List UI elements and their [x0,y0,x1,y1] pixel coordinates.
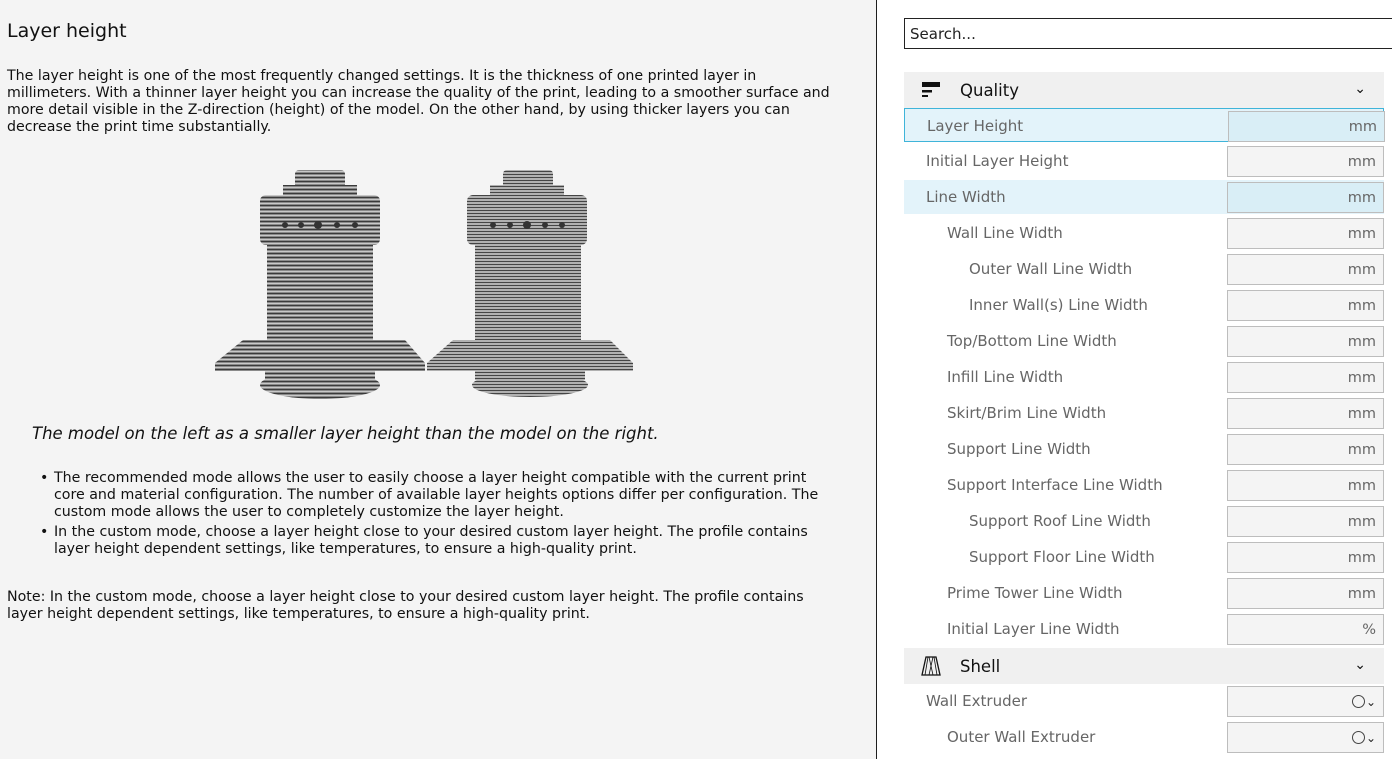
help-note: Note: In the custom mode, choose a layer height close to your desired custom layer height. The profile contains layer height dependent settings, like temperatures, to ensure a high-quality print. [7,589,804,622]
setting-row-initial-layer-line-width[interactable] [904,612,1384,646]
infill-line-width-field[interactable]: mm [1227,362,1384,393]
settings-panel [877,0,1392,759]
category-shell[interactable] [904,648,1384,684]
setting-label: Line Width [926,188,1006,206]
setting-row-outer-wall-line-width[interactable] [904,252,1384,286]
setting-label: Support Floor Line Width [969,548,1155,566]
support-floor-line-width-field[interactable]: mm [1227,542,1384,573]
setting-row-wall-extruder[interactable] [904,684,1384,718]
inner-wall-line-width-field[interactable]: mm [1227,290,1384,321]
support-line-width-field[interactable]: mm [1227,434,1384,465]
setting-label: Infill Line Width [947,368,1064,386]
setting-row-initial-layer-height[interactable] [904,144,1384,178]
setting-label: Wall Extruder [926,692,1027,710]
skirt-brim-line-width-field[interactable]: mm [1227,398,1384,429]
setting-label: Initial Layer Line Width [947,620,1120,638]
extruder-color-icon [1352,731,1365,744]
category-label: Shell [960,656,1001,676]
line-width-field[interactable]: mm [1227,182,1384,213]
setting-row-support-interface-line-width[interactable] [904,468,1384,502]
setting-label: Initial Layer Height [926,152,1069,170]
setting-label: Prime Tower Line Width [947,584,1123,602]
setting-row-outer-wall-extruder[interactable] [904,720,1384,754]
setting-row-line-width[interactable] [904,180,1384,214]
initial-layer-line-width-field[interactable]: % [1227,614,1384,645]
chevron-down-icon[interactable]: ⌄ [1354,657,1366,673]
top-bottom-line-width-field[interactable]: mm [1227,326,1384,357]
help-bullet: • The recommended mode allows the user to easily choose a layer height compatible with the current print core and material configuration. The number of available layer heights options differ per configuration. The custom mode allows the user to completely customize the layer height. [40,470,830,521]
setting-row-support-line-width[interactable] [904,432,1384,466]
setting-label: Outer Wall Line Width [969,260,1133,278]
wall-extruder-select[interactable] [1227,686,1384,717]
setting-label: Support Roof Line Width [969,512,1151,530]
extruder-color-icon [1352,695,1365,708]
support-roof-line-width-field[interactable]: mm [1227,506,1384,537]
shell-icon [918,655,944,677]
help-bullet-list [40,470,830,561]
setting-row-top-bottom-line-width[interactable] [904,324,1384,358]
setting-row-wall-line-width[interactable] [904,216,1384,250]
setting-row-support-roof-line-width[interactable] [904,504,1384,538]
setting-row-infill-line-width[interactable] [904,360,1384,394]
setting-label: Outer Wall Extruder [947,728,1096,746]
setting-row-layer-height[interactable] [904,108,1384,142]
wall-line-width-field[interactable]: mm [1227,218,1384,249]
setting-label: Support Interface Line Width [947,476,1163,494]
setting-row-skirt-brim-line-width[interactable] [904,396,1384,430]
chevron-down-icon[interactable]: ⌄ [1354,81,1366,97]
right-model [427,170,633,397]
help-title: Layer height [7,20,127,42]
left-model [215,170,425,399]
setting-label: Skirt/Brim Line Width [947,404,1107,422]
outer-wall-extruder-select[interactable] [1227,722,1384,753]
help-bullet: • In the custom mode, choose a layer height close to your desired custom layer height. The profile contains layer height dependent settings, like temperatures, to ensure a high-quality print. [40,524,830,558]
support-interface-line-width-field[interactable]: mm [1227,470,1384,501]
outer-wall-line-width-field[interactable]: mm [1227,254,1384,285]
dropdown-chevron-icon: ⌄ [1365,695,1376,709]
layer-height-field[interactable]: mm [1228,111,1385,142]
search-input[interactable] [904,18,1392,49]
dropdown-chevron-icon: ⌄ [1365,731,1376,745]
initial-layer-height-field[interactable]: mm [1227,146,1384,177]
image-caption: The model on the left as a smaller layer height than the model on the right. [32,424,659,443]
setting-label: Wall Line Width [947,224,1063,242]
setting-row-support-floor-line-width[interactable] [904,540,1384,574]
category-label: Quality [960,80,1019,100]
layer-height-comparison-image [205,165,645,407]
category-quality[interactable] [904,72,1384,108]
prime-tower-line-width-field[interactable]: mm [1227,578,1384,609]
setting-row-prime-tower-line-width[interactable] [904,576,1384,610]
setting-row-inner-wall-line-width[interactable] [904,288,1384,322]
quality-icon [918,79,944,101]
setting-label: Top/Bottom Line Width [947,332,1117,350]
setting-label: Layer Height [927,117,1024,135]
setting-label: Support Line Width [947,440,1091,458]
help-intro: The layer height is one of the most frequently changed settings. It is the thickness of one printed layer in millimeters. With a thinner layer height you can increase the quality of the print, leading to a smoother surface and more detail visible in the Z-direction (height) of the model. On the other hand, by using thicker layers you can decrease the print time substantially. [7,68,830,135]
setting-label: Inner Wall(s) Line Width [969,296,1148,314]
